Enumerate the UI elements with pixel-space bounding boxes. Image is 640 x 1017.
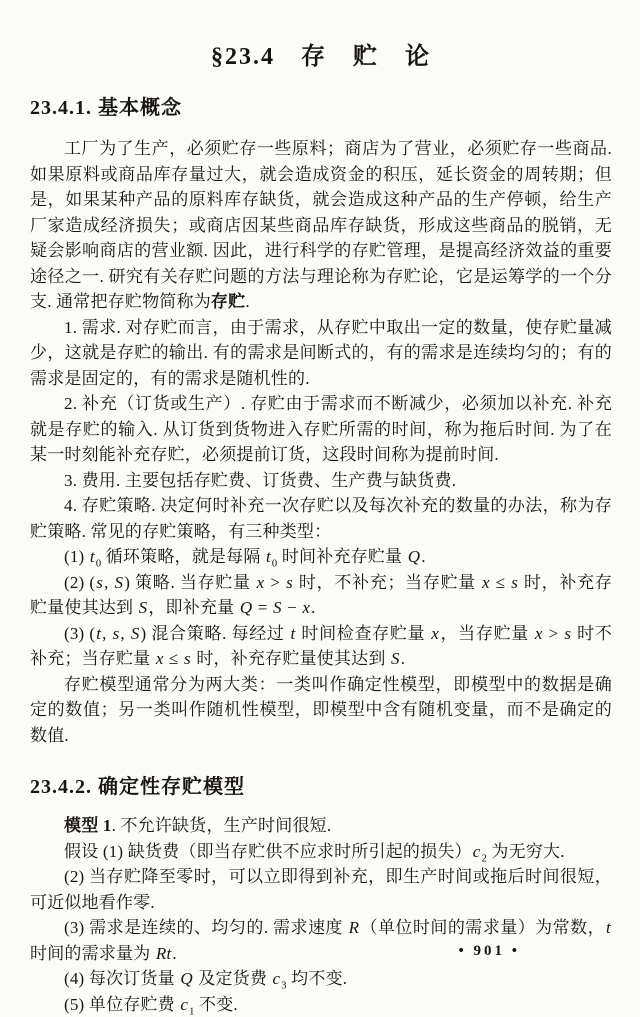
section-heading-23-4-2: 23.4.2. 确定性存贮模型: [30, 770, 612, 799]
paragraph: 存贮模型通常分为两大类：一类叫作确定性模型，即模型中的数据是确定的数值；另一类叫作随机性模型，即模型中含有随机变量，而不是确定的数值.: [30, 672, 612, 749]
paragraph: 1. 需求. 对存贮而言，由于需求，从存贮中取出一定的数量，使存贮量减少，这就是存贮的输出. 有的需求是间断式的，有的需求是连续均匀的；有的需求是固定的，有的需求是随机性的.: [30, 315, 612, 392]
page-number: • 901 •: [458, 943, 520, 960]
paragraph: (2) 当存贮降至零时，可以立即得到补充，即生产时间或拖后时间很短，可近似地看作零.: [30, 864, 612, 915]
paragraph: (4) 每次订货量 Q 及定货费 $c_3$ 均不变.: [30, 966, 612, 992]
section-23-4-2-body: [30, 813, 612, 1017]
paragraph: (5) 单位存贮费 $c_1$ 不变.: [30, 992, 612, 1017]
paragraph: 2. 补充（订货或生产）. 存贮由于需求而不断减少，必须加以补充. 补充就是存贮的输入. 从订货到货物进入存贮所需的时间，称为拖后时间. 为了在某一时刻能补充存贮，必须提前订货，这段时间称为提前时间.: [30, 391, 612, 468]
paragraph: 3. 费用. 主要包括存贮费、订货费、生产费与缺货费.: [30, 468, 612, 494]
paragraph: 模型 1. 不允许缺货，生产时间很短.: [30, 813, 612, 839]
paragraph: 4. 存贮策略. 决定何时补充一次存贮以及每次补充的数量的办法，称为存贮策略. 常见的存贮策略，有三种类型：: [30, 493, 612, 544]
paragraph: (2) (s, S) 策略. 当存贮量 x > s 时，不补充；当存贮量 x ≤ s 时，补充存贮量使其达到 S，即补充量 Q = S − x.: [30, 570, 612, 621]
section-heading-23-4-1: 23.4.1. 基本概念: [30, 91, 612, 120]
paragraph: 工厂为了生产，必须贮存一些原料；商店为了营业，必须贮存一些商品. 如果原料或商品库存量过大，就会造成资金的积压，延长资金的周转期；但是，如果某种产品的原料库存缺货，就会造成这种产品的生产停顿，给生产厂家造成经济损失；或商店因某些商品库存缺货，形成这些商品的脱销，无疑会影响商店的营业额. 因此，进行科学的存贮管理，是提高经济效益的重要途径之一. 研究有关存贮问题的方法与理论称为存贮论，它是运筹学的一个分支. 通常把存贮物简称为存贮.: [30, 136, 612, 315]
paragraph: (3) 需求是连续的、均匀的. 需求速度 R（单位时间的需求量）为常数，t 时间的需求量为 Rt.: [30, 915, 612, 966]
paragraph: (1) $t_0$ 循环策略，就是每隔 $t_0$ 时间补充存贮量 Q.: [30, 544, 612, 570]
paragraph: 假设 (1) 缺货费（即当存贮供不应求时所引起的损失）$c_2$ 为无穷大.: [30, 839, 612, 865]
paragraph: (3) (t, s, S) 混合策略. 每经过 t 时间检查存贮量 x，当存贮量 x > s 时不补充；当存贮量 x ≤ s 时，补充存贮量使其达到 S.: [30, 621, 612, 672]
section-23-4-1-body: [30, 136, 612, 748]
chapter-title: §23.4 存 贮 论: [30, 36, 612, 71]
